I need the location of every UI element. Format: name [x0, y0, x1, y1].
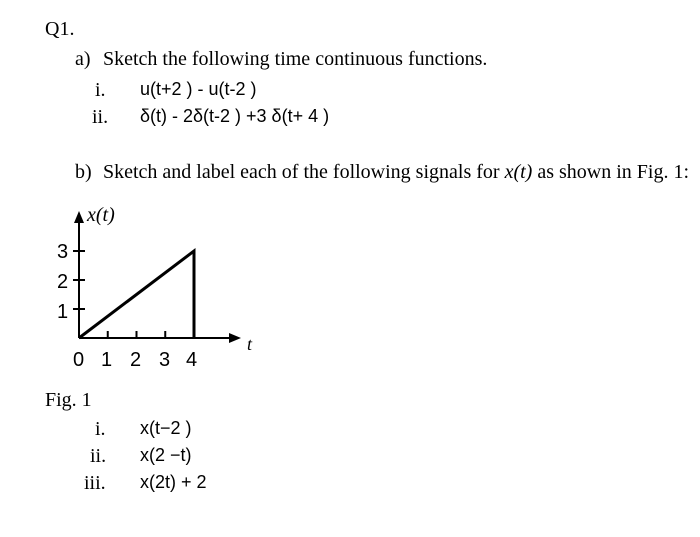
part-a-item-2-expr: δ(t) - 2δ(t-2 ) +3 δ(t+ 4 ) [140, 106, 330, 126]
part-a-item-1-num: i. [95, 79, 106, 101]
x-axis-label: t [247, 334, 253, 354]
y-axis-label: x(t) [87, 204, 115, 226]
part-b-item-2-num: ii. [90, 445, 107, 467]
part-a-label: a) [75, 48, 91, 70]
signal-line [79, 251, 194, 338]
x-tick-label-2: 2 [130, 349, 142, 371]
part-a-item-2-num: ii. [92, 106, 109, 128]
question-number: Q1. [45, 18, 75, 40]
part-b-item-1-num: i. [95, 418, 106, 440]
y-axis-arrow [74, 211, 84, 223]
x-tick-label-1: 1 [101, 349, 113, 371]
y-tick-label-3: 3 [57, 241, 69, 263]
part-b-item-1-expr: x(t−2 ) [140, 418, 192, 438]
x-axis-arrow [229, 333, 241, 343]
x-tick-label-4: 4 [186, 349, 198, 371]
y-tick-label-2: 2 [57, 271, 69, 293]
x-tick-label-3: 3 [159, 349, 171, 371]
figure-caption: Fig. 1 [45, 389, 92, 411]
part-a-item-1-expr: u(t+2 ) - u(t-2 ) [140, 79, 257, 99]
part-a-text: Sketch the following time continuous functions. [103, 48, 488, 70]
part-b-label: b) [75, 161, 92, 183]
y-tick-label-1: 1 [57, 301, 69, 323]
part-b-text-before: Sketch and label each of the following signals for [103, 161, 505, 183]
part-b-text-after: as shown in Fig. 1: [532, 161, 690, 183]
part-b-item-3-expr: x(2t) + 2 [140, 472, 207, 492]
part-b-text-var: x(t) [504, 161, 533, 183]
part-b-item-3-num: iii. [84, 472, 106, 494]
part-b-item-2-expr: x(2 −t) [140, 445, 192, 465]
x-tick-label-0: 0 [73, 349, 85, 371]
